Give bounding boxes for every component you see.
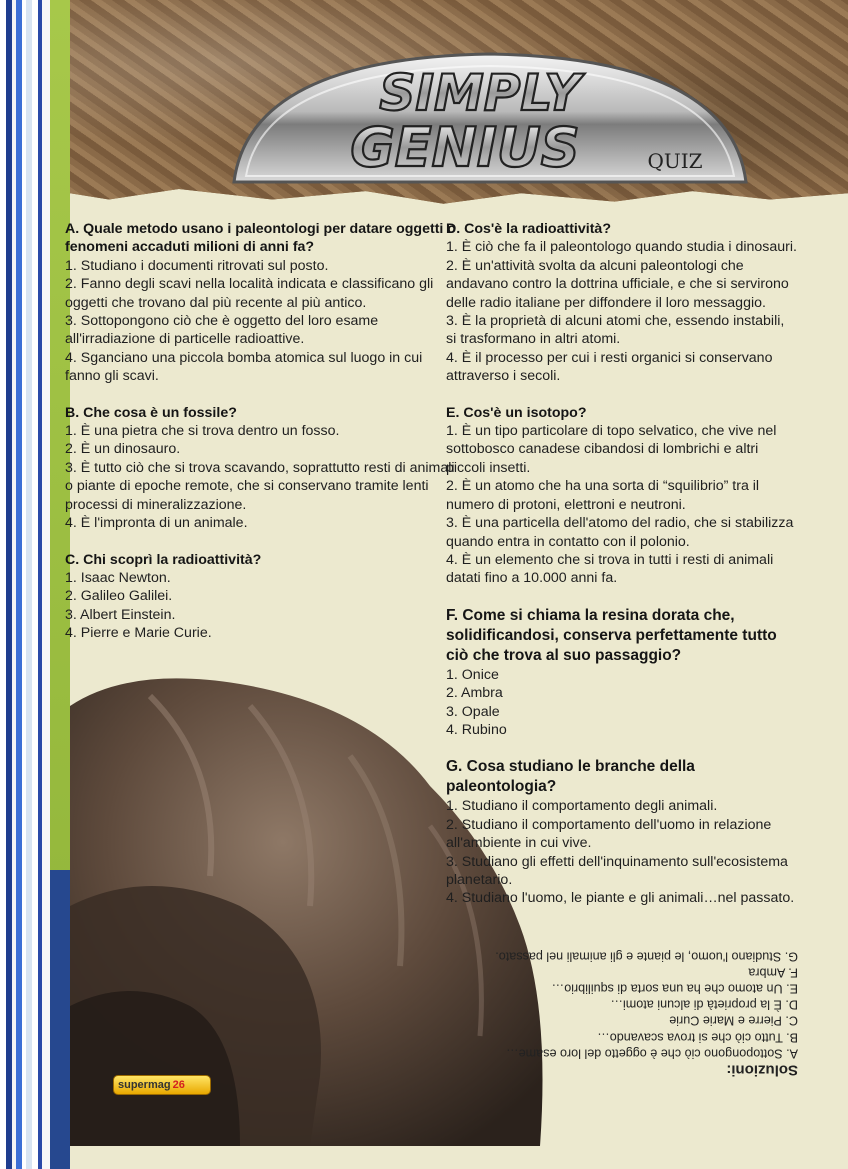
answer-item: 3. Albert Einstein.	[65, 606, 176, 623]
solution-item: B. Tutto ciò che si trova scavando…	[597, 1030, 798, 1045]
answer-item: 1. Isaac Newton.	[65, 569, 171, 586]
answer-item: 2. È un'attività svolta da alcuni paleontologi che andavano contro la dottrina ufficiale, e che si servirono delle radio italiane per diffondere il loro messaggio.	[446, 257, 789, 311]
solution-item: F. Ambra	[748, 965, 798, 980]
left-column	[65, 220, 460, 661]
answer-item: 4. Studiano l'uomo, le piante e gli animali…nel passato.	[446, 890, 795, 907]
answer-item: 2. Fanno degli scavi nella località indicata e classificano gli oggetti che trovano dal più recente al più antico.	[65, 276, 434, 311]
answer-item: 1. Studiano il comportamento degli animali.	[446, 798, 718, 815]
solution-item: D. È la proprietà di alcuni atomi…	[610, 997, 798, 1012]
answer-item: 3. Opale	[446, 703, 500, 720]
answer-item: 4. Rubino	[446, 721, 507, 738]
answer-item: 2. Studiano il comportamento dell'uomo in relazione all'ambiente in cui vive.	[446, 816, 772, 852]
solution-item: C. Pierre e Marie Curie	[669, 1014, 798, 1029]
answer-item: 1. È una pietra che si trova dentro un fosso.	[65, 423, 340, 440]
answer-item: 2. Galileo Galilei.	[65, 588, 173, 605]
solutions-upside-down	[470, 948, 798, 1082]
logo-line2: GENIUS	[350, 116, 580, 179]
blue-edge-strip	[50, 870, 70, 1169]
answer-item: 4. Sganciano una piccola bomba atomica sul luogo in cui fanno gli scavi.	[65, 349, 423, 385]
answer-item: 4. Pierre e Marie Curie.	[65, 625, 212, 642]
question-title: B. Che cosa è un fossile?	[65, 404, 237, 421]
answer-item: 1. È ciò che fa il paleontologo quando studia i dinosauri.	[446, 239, 797, 256]
answer-item: 4. È l'impronta di un animale.	[65, 515, 248, 532]
solution-item: G. Studiano l'uomo, le piante e gli animali nel passato.	[495, 949, 798, 964]
question-g	[446, 757, 798, 907]
question-a	[65, 220, 460, 386]
question-title: G. Cosa studiano le branche della paleontologia?	[446, 758, 695, 796]
logo-line1: SIMPLY	[379, 64, 581, 122]
answer-item: 1. È un tipo particolare di topo selvatico, che vive nel sottobosco canadese cibandosi di lombrichi e altri piccoli insetti.	[446, 423, 777, 476]
question-title: E. Cos'è un isotopo?	[446, 404, 587, 421]
brand-name: supermag	[118, 1079, 171, 1091]
solution-item: E. Un atomo che ha una sorta di squilibrio…	[551, 981, 798, 996]
logo-quiz: QUIZ	[647, 149, 703, 173]
question-title: D. Cos'è la radioattività?	[446, 221, 611, 237]
supermag-badge	[113, 1075, 211, 1095]
answer-item: 2. È un atomo che ha una sorta di “squilibrio” tra il numero di protoni, elettroni e neutroni.	[446, 478, 760, 513]
question-title: F. Come si chiama la resina dorata che, solidificandosi, conserva perfettamente tutto ciò che trova al suo passaggio?	[446, 606, 777, 664]
question-title: A. Quale metodo usano i paleontologi per datare oggetti o fenomeni accaduti milioni di anni fa?	[65, 221, 456, 256]
answer-item: 2. Ambra	[446, 685, 503, 702]
answer-item: 3. È una particella dell'atomo del radio, che si stabilizza quando entra in contatto con il polonio.	[446, 515, 794, 550]
question-f	[446, 606, 798, 740]
answer-item: 4. È il processo per cui i resti organici si conservano attraverso i secoli.	[446, 349, 773, 385]
magazine-binding	[0, 0, 50, 1169]
solution-item: A. Sottopongono ciò che è oggetto del loro esame…	[506, 1046, 798, 1061]
question-b	[65, 404, 460, 533]
page-number: 26	[172, 1079, 185, 1091]
question-d	[446, 220, 798, 386]
answer-item: 3. È la proprietà di alcuni atomi che, essendo instabili, si trasformano in altri atomi.	[446, 313, 785, 348]
answer-item: 1. Studiano i documenti ritrovati sul posto.	[65, 257, 329, 274]
answer-item: 4. È un elemento che si trova in tutti i resti di animali datati fino a 10.000 anni fa.	[446, 551, 774, 587]
answer-item: 2. È un dinosauro.	[65, 441, 181, 458]
answer-item: 3. È tutto ciò che si trova scavando, soprattutto resti di animali o piante di epoche remote, che si conservano tramite lenti processi di mineralizzazione.	[65, 459, 455, 513]
answer-item: 3. Studiano gli effetti dell'inquinamento sull'ecosistema planetario.	[446, 853, 788, 888]
question-c	[65, 551, 460, 643]
solutions-title: Soluzioni:	[726, 1061, 798, 1079]
right-column	[446, 220, 798, 926]
question-title: C. Chi scoprì la radioattività?	[65, 551, 262, 568]
answer-item: 1. Onice	[446, 666, 499, 683]
simply-genius-logo	[230, 48, 750, 188]
answer-item: 3. Sottopongono ciò che è oggetto del loro esame all'irradiazione di particelle radioattive.	[65, 313, 379, 348]
question-e	[446, 404, 798, 588]
